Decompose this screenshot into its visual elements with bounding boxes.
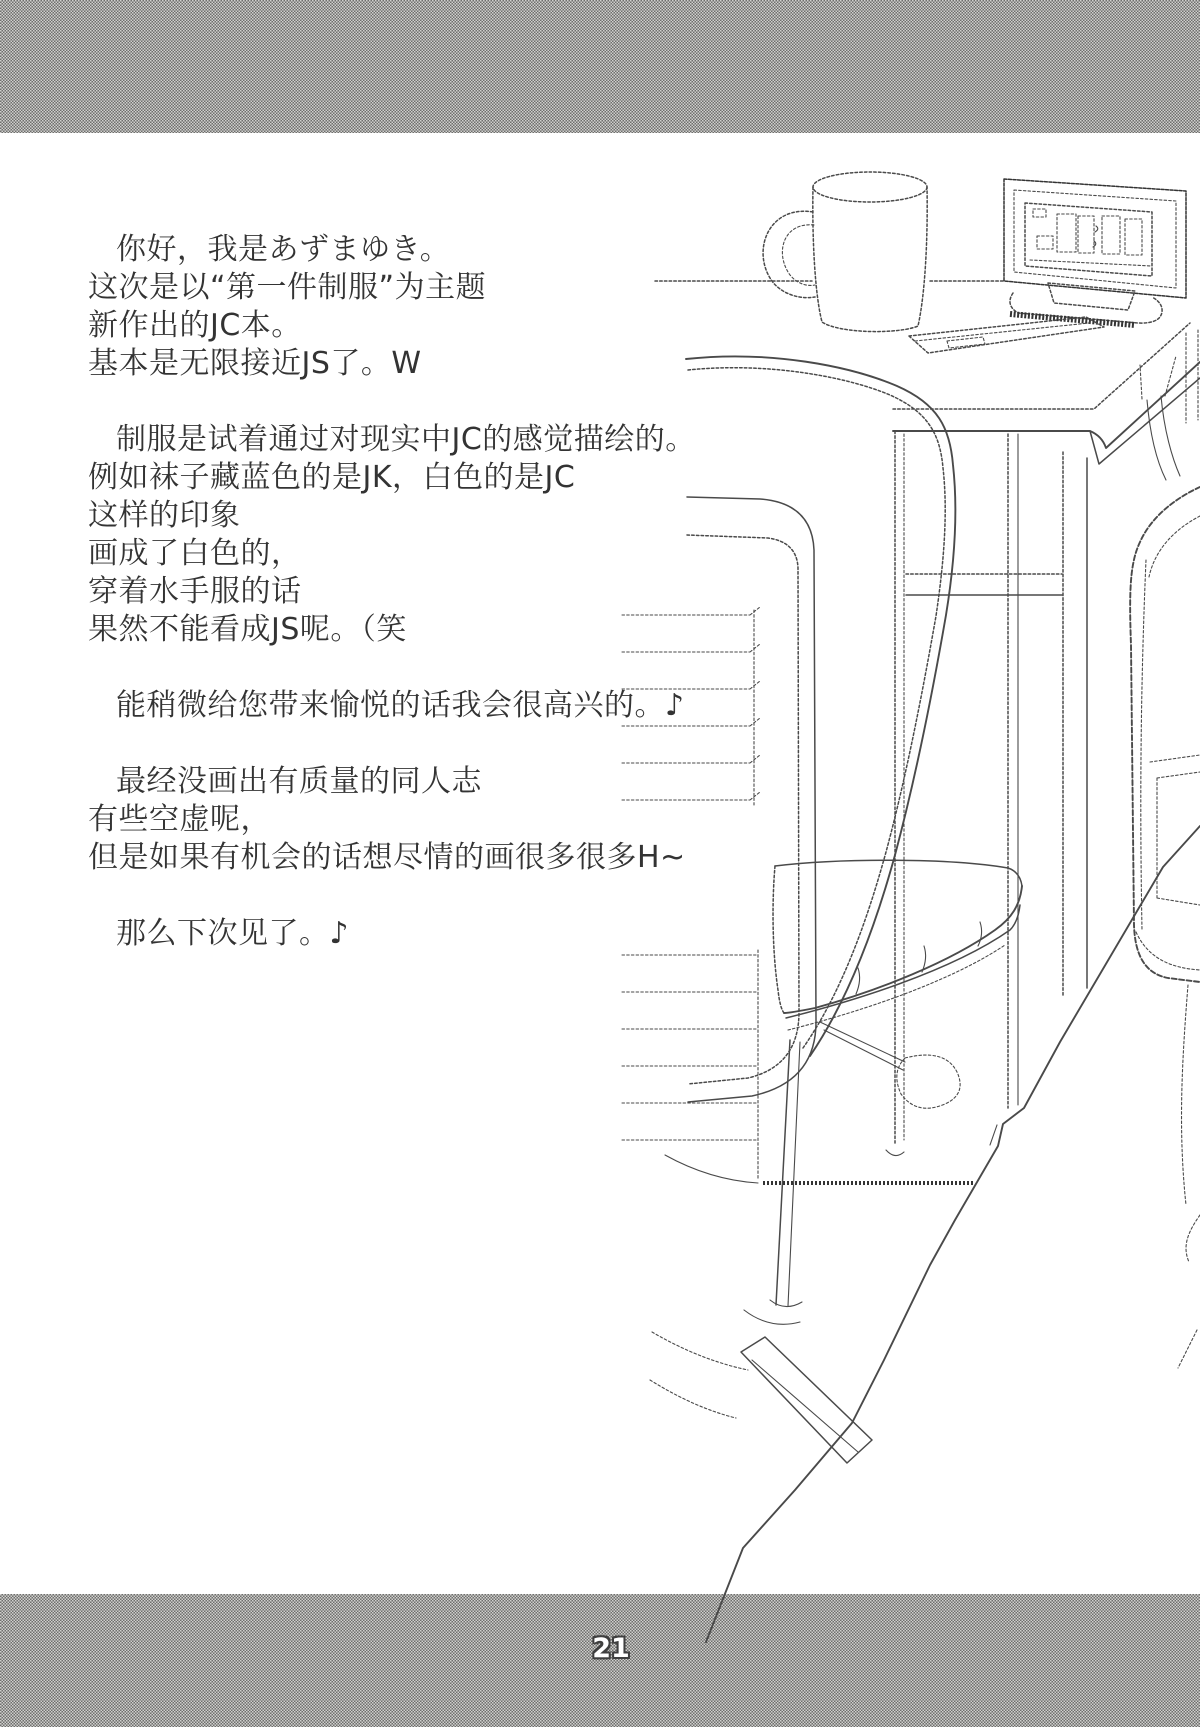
afterword-text — [88, 231, 728, 953]
chair-ribs-lower — [622, 950, 758, 1183]
chair-lever — [820, 1022, 960, 1108]
afterword-line: 基本是无限接近JS了。W — [88, 346, 422, 381]
afterword-line: 制服是试着通过对现实中JC的感觉描绘的。 — [116, 422, 696, 457]
afterword-line: 画成了白色的， — [88, 536, 302, 571]
afterword-line: 那么下次见了。♪ — [116, 916, 350, 951]
afterword-line: 你好，我是あずまゆき。 — [116, 232, 451, 267]
afterword-line: 最经没画出有质量的同人志 — [116, 764, 482, 799]
afterword-line: 果然不能看成JS呢。（笑 — [88, 612, 407, 647]
desk — [886, 323, 1200, 1156]
afterword-line: 但是如果有机会的话想尽情的画很多很多H~ — [88, 840, 686, 875]
chair-seat — [773, 860, 1022, 1030]
afterword-line: 穿着水手服的话 — [88, 574, 302, 609]
afterword-line — [88, 725, 728, 763]
afterword-line: 新作出的JC本。 — [88, 308, 302, 343]
top-halftone-border — [0, 0, 1200, 133]
keyboard — [909, 317, 1104, 353]
chair-base — [650, 1040, 872, 1463]
afterword-line: 例如袜子藏蓝色的是JK，白色的是JC — [88, 460, 576, 495]
page-number: 21 — [592, 1633, 630, 1664]
afterword-line: 这次是以“第一件制服”为主题 — [88, 270, 487, 305]
mug — [763, 172, 927, 332]
computer-monitor — [1004, 179, 1186, 325]
afterword-line — [88, 649, 728, 687]
afterword-line: 有些空虚呢， — [88, 802, 271, 837]
afterword-line: 这样的印象 — [88, 498, 241, 533]
blanket-edge — [706, 826, 1200, 1642]
afterword-line — [88, 383, 728, 421]
afterword-line — [88, 877, 728, 915]
afterword-line: 能稍微给您带来愉悦的话我会很高兴的。♪ — [116, 688, 685, 723]
school-bag — [1130, 330, 1200, 1368]
